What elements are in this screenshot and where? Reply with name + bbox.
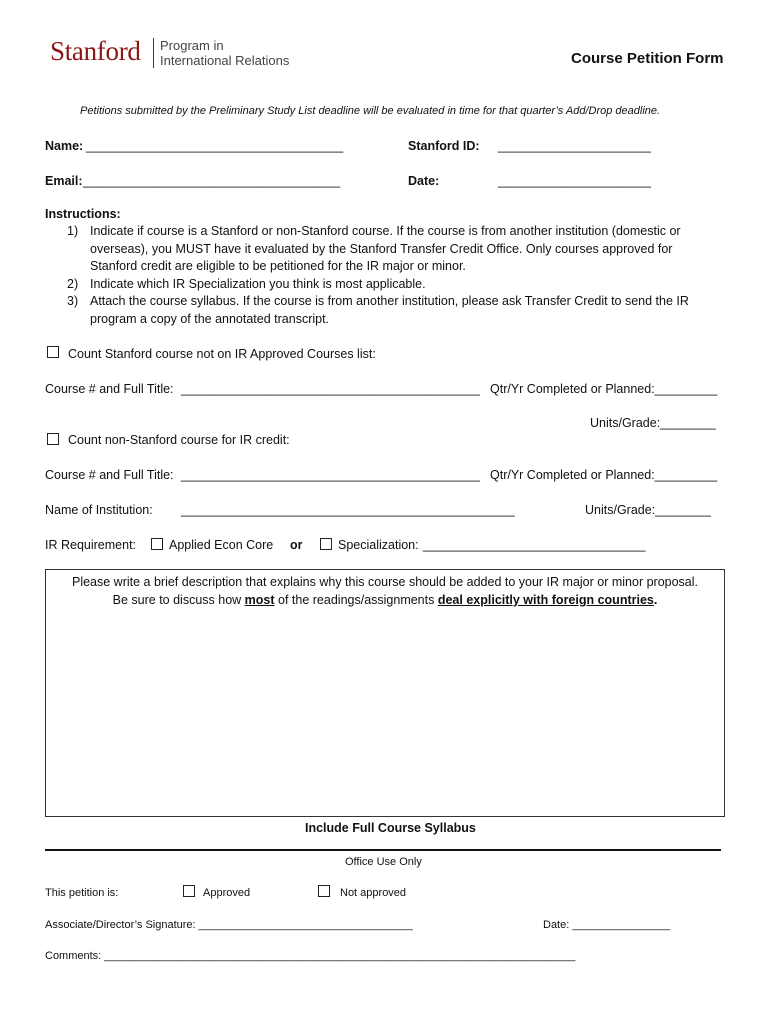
description-line2 bbox=[46, 591, 724, 609]
email-field[interactable]: _____________________________________ bbox=[83, 174, 341, 188]
applied-econ-checkbox[interactable] bbox=[151, 538, 163, 550]
syllabus-note: Include Full Course Syllabus bbox=[305, 821, 476, 835]
ir-requirement-label: IR Requirement: bbox=[45, 538, 137, 552]
stanford-course-title-label: Course # and Full Title: bbox=[45, 382, 174, 396]
institution-field[interactable]: ________________________________________________ bbox=[181, 503, 515, 517]
office-divider bbox=[45, 849, 721, 851]
date-field[interactable]: ______________________ bbox=[498, 174, 651, 188]
form-title: Course Petition Form bbox=[571, 50, 724, 67]
approved-checkbox[interactable] bbox=[183, 885, 195, 897]
description-instructions bbox=[46, 570, 724, 609]
logo-program-line1: Program in bbox=[160, 38, 224, 53]
stanford-qtr-field[interactable]: Qtr/Yr Completed or Planned:_________ bbox=[490, 382, 718, 396]
instruction-number: 2) bbox=[67, 276, 79, 291]
institution-label: Name of Institution: bbox=[45, 503, 153, 517]
description-line1: Please write a brief description that explains why this course should be added to your IR major or minor proposal. bbox=[71, 575, 698, 589]
description-line2-prefix: Be sure to discuss how bbox=[112, 593, 245, 607]
instructions-list bbox=[45, 223, 715, 328]
office-date-field[interactable]: Date: ________________ bbox=[543, 919, 671, 931]
instruction-text: Indicate if course is a Stanford or non-Stanford course. If the course is from another institution (domestic or overseas), you MUST have it evaluated by the Stanford Transfer Credit Office. Only courses approved for Stanford credit are eligible to be petitioned for the IR major or minor. bbox=[90, 224, 681, 273]
specialization-label: Specialization: bbox=[338, 538, 419, 552]
description-emphasis-foreign: deal explicitly with foreign countries bbox=[437, 593, 654, 607]
stanford-units-field[interactable]: Units/Grade:________ bbox=[590, 416, 716, 430]
specialization-field[interactable]: ________________________________ bbox=[423, 538, 646, 552]
description-line2-end: . bbox=[653, 593, 658, 607]
stanford-id-field[interactable]: ______________________ bbox=[498, 139, 651, 153]
instruction-number: 3) bbox=[67, 294, 79, 308]
not-approved-label: Not approved bbox=[340, 887, 407, 899]
nonstanford-course-checkbox[interactable] bbox=[47, 433, 59, 445]
description-line2-mid: of the readings/assignments bbox=[274, 593, 438, 607]
name-label: Name: bbox=[45, 139, 84, 153]
specialization-checkbox[interactable] bbox=[320, 538, 332, 550]
stanford-course-checkbox-label: Count Stanford course not on IR Approved Courses list: bbox=[68, 347, 376, 361]
stanford-id-label: Stanford ID: bbox=[408, 139, 480, 153]
nonstanford-qtr-field[interactable]: Qtr/Yr Completed or Planned:_________ bbox=[490, 468, 718, 482]
deadline-notice: Petitions submitted by the Preliminary Study List deadline will be evaluated in time for that quarter’s Add/Drop deadline. bbox=[80, 105, 661, 117]
description-textarea[interactable] bbox=[45, 569, 725, 817]
logo-program-line2: International Relations bbox=[160, 53, 290, 68]
stanford-course-checkbox[interactable] bbox=[47, 346, 59, 358]
instruction-number: 1) bbox=[67, 224, 79, 238]
instructions-heading: Instructions: bbox=[45, 207, 121, 221]
director-signature-field[interactable]: Associate/Director’s Signature: ___________________________________ bbox=[45, 919, 413, 931]
instruction-item bbox=[45, 293, 715, 328]
instruction-item bbox=[45, 276, 715, 294]
email-label: Email: bbox=[45, 174, 83, 188]
stanford-logo-wordmark: Stanford bbox=[50, 36, 141, 66]
or-text: or bbox=[290, 538, 303, 552]
logo-divider bbox=[153, 38, 154, 68]
nonstanford-course-checkbox-label: Count non-Stanford course for IR credit: bbox=[68, 433, 290, 447]
comments-field[interactable]: Comments: _____________________________________________________________________________ bbox=[45, 950, 576, 962]
approved-label: Approved bbox=[203, 887, 251, 899]
name-field[interactable]: _____________________________________ bbox=[86, 139, 344, 153]
date-label: Date: bbox=[408, 174, 440, 188]
nonstanford-course-title-label: Course # and Full Title: bbox=[45, 468, 174, 482]
petition-status-label: This petition is: bbox=[45, 887, 119, 899]
office-use-heading: Office Use Only bbox=[345, 856, 422, 868]
instruction-item bbox=[45, 223, 715, 276]
nonstanford-units-field[interactable]: Units/Grade:________ bbox=[585, 503, 711, 517]
stanford-course-title-field[interactable]: ___________________________________________ bbox=[181, 382, 480, 396]
not-approved-checkbox[interactable] bbox=[318, 885, 330, 897]
applied-econ-label: Applied Econ Core bbox=[169, 538, 274, 552]
instruction-text: Attach the course syllabus. If the course is from another institution, please ask Transfer Credit to send the IR program a copy of the annotated transcript. bbox=[90, 294, 689, 326]
instruction-text: Indicate which IR Specialization you think is most applicable. bbox=[90, 276, 426, 291]
description-emphasis-most: most bbox=[244, 593, 275, 607]
nonstanford-course-title-field[interactable]: ___________________________________________ bbox=[181, 468, 480, 482]
